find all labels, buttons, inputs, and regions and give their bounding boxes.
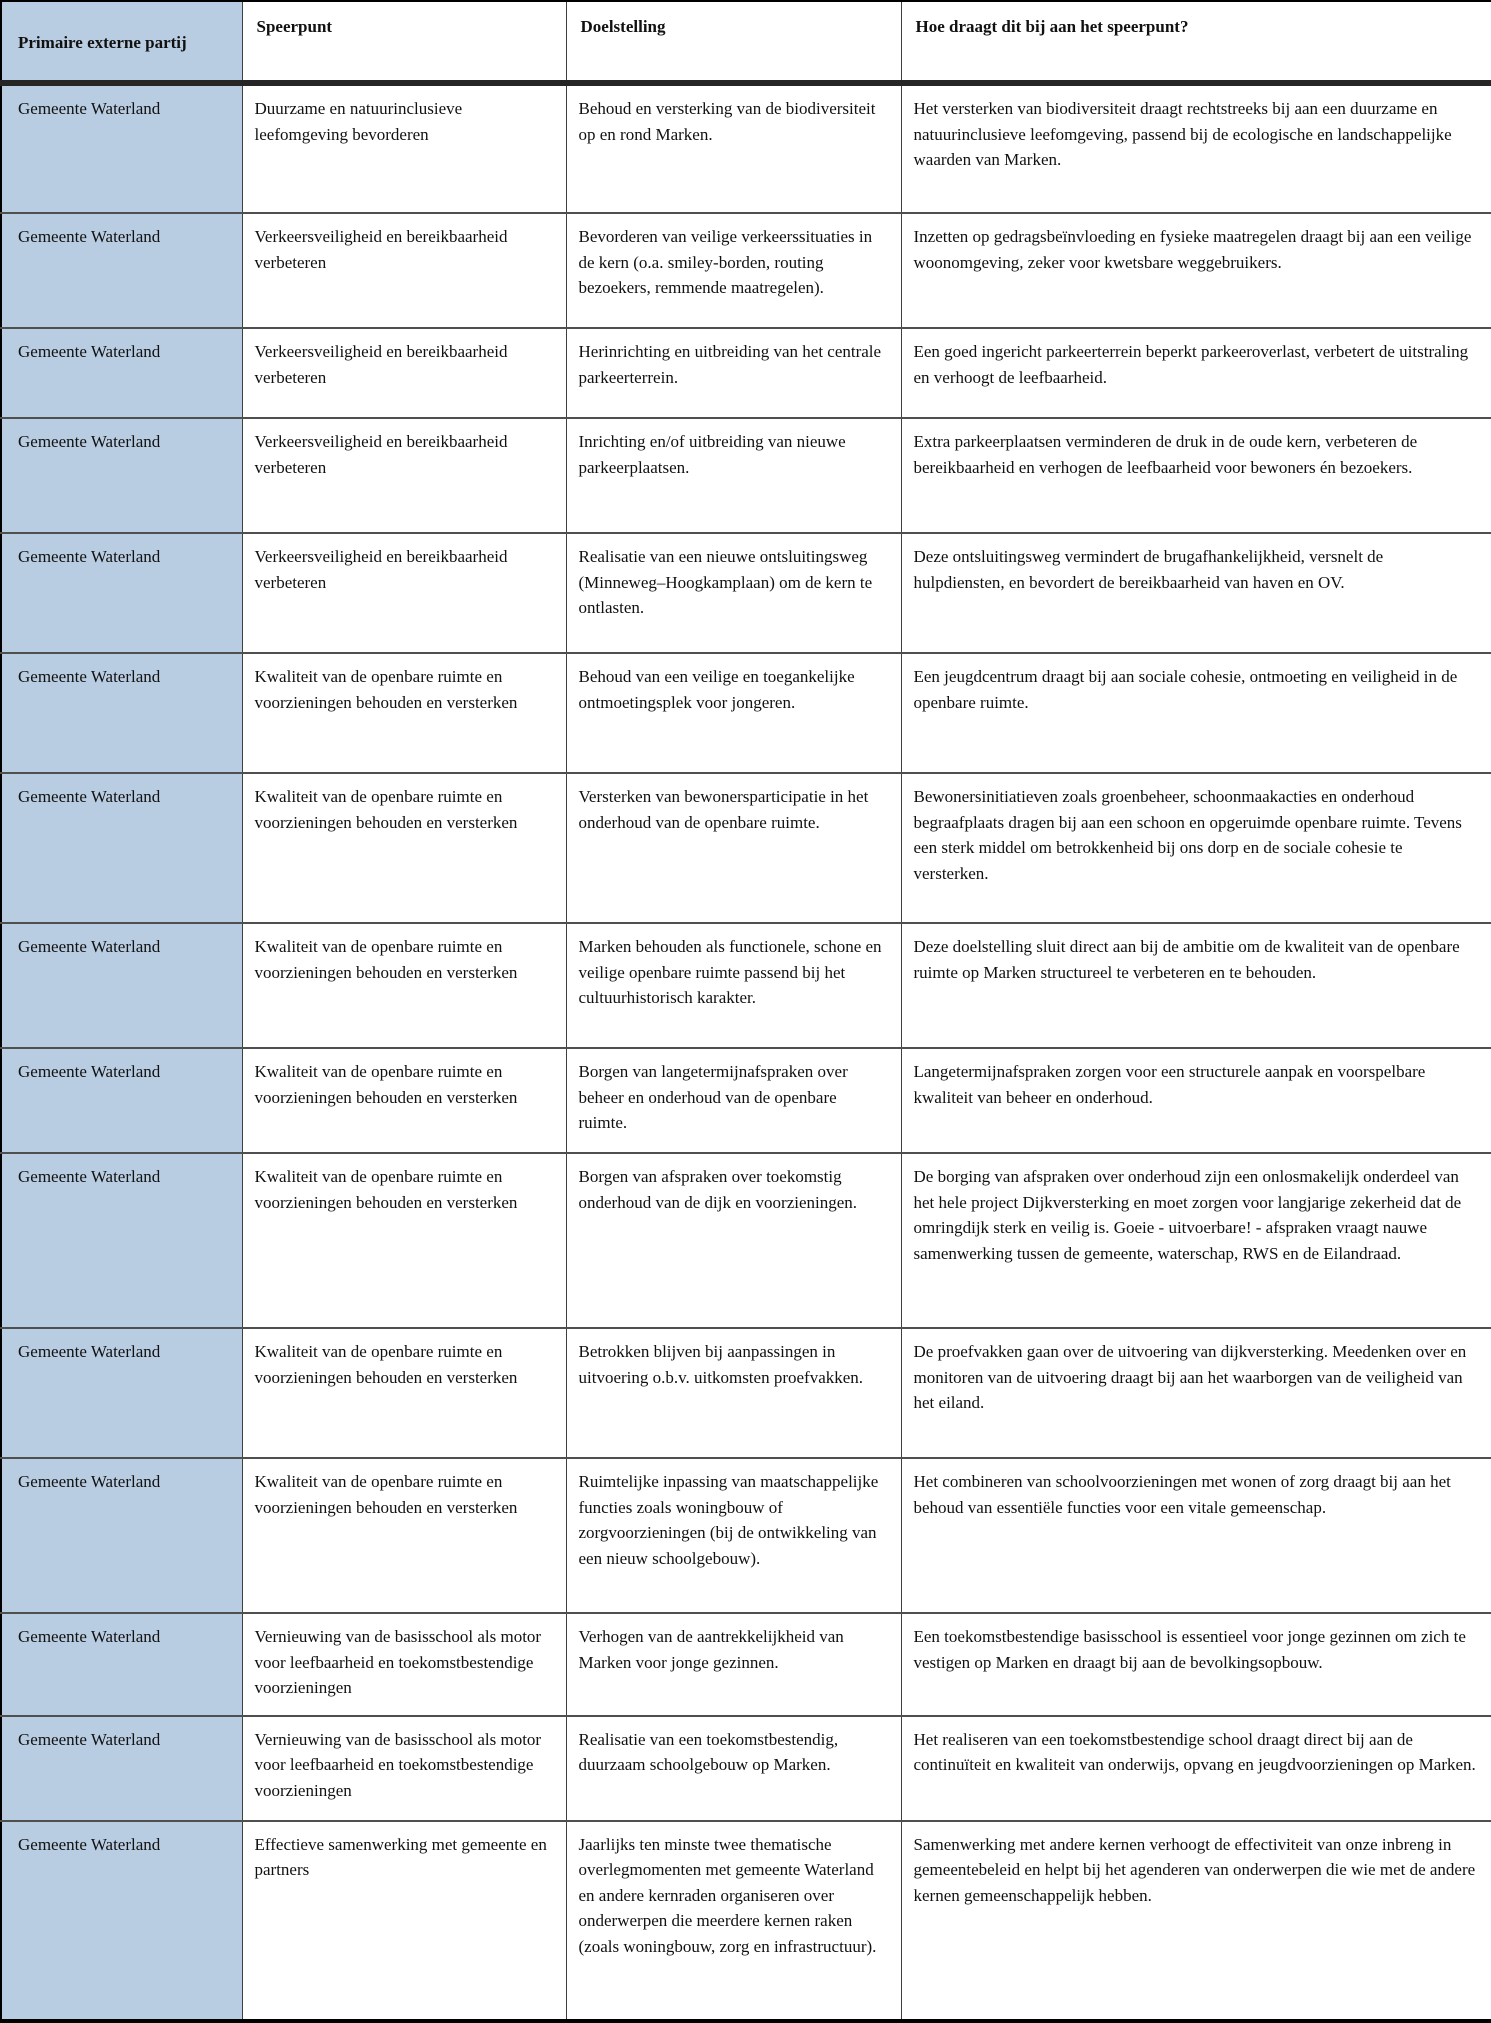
cell-bijdrage: Een jeugdcentrum draagt bij aan sociale cohesie, ontmoeting en veiligheid in de openbare ruimte. — [901, 653, 1491, 773]
cell-bijdrage: Extra parkeerplaatsen verminderen de druk in de oude kern, verbeteren de bereikbaarheid en verhogen de leefbaarheid voor bewoners én bezoekers. — [901, 418, 1491, 533]
table-row — [1, 213, 1491, 328]
cell-bijdrage: Deze doelstelling sluit direct aan bij de ambitie om de kwaliteit van de openbare ruimte op Marken structureel te verbeteren en te behouden. — [901, 923, 1491, 1048]
cell-speerpunt: Kwaliteit van de openbare ruimte en voorzieningen behouden en versterken — [242, 1458, 566, 1613]
cell-speerpunt: Vernieuwing van de basisschool als motor voor leefbaarheid en toekomstbestendige voorzieningen — [242, 1716, 566, 1821]
cell-doelstelling: Ruimtelijke inpassing van maatschappelijke functies zoals woningbouw of zorgvoorzieningen (bij de ontwikkeling van een nieuw schoolgebouw). — [566, 1458, 901, 1613]
cell-primaire-externe-partij: Gemeente Waterland — [1, 923, 242, 1048]
cell-speerpunt: Verkeersveiligheid en bereikbaarheid verbeteren — [242, 533, 566, 653]
table-header-row — [1, 1, 1491, 83]
cell-doelstelling: Herinrichting en uitbreiding van het centrale parkeerterrein. — [566, 328, 901, 418]
cell-primaire-externe-partij: Gemeente Waterland — [1, 1048, 242, 1153]
cell-bijdrage: Het realiseren van een toekomstbestendige school draagt direct bij aan de continuïteit en kwaliteit van onderwijs, opvang en jeugdvoorzieningen op Marken. — [901, 1716, 1491, 1821]
cell-primaire-externe-partij: Gemeente Waterland — [1, 213, 242, 328]
table-row — [1, 1716, 1491, 1821]
cell-doelstelling: Borgen van afspraken over toekomstig onderhoud van de dijk en voorzieningen. — [566, 1153, 901, 1328]
table-row — [1, 1458, 1491, 1613]
cell-speerpunt: Duurzame en natuurinclusieve leefomgeving bevorderen — [242, 83, 566, 213]
table-row — [1, 83, 1491, 213]
cell-bijdrage: Samenwerking met andere kernen verhoogt de effectiviteit van onze inbreng in gemeentebeleid en helpt bij het agenderen van onderwerpen die wie met de andere kernen gemeenschappelijk hebben. — [901, 1821, 1491, 2021]
cell-doelstelling: Inrichting en/of uitbreiding van nieuwe parkeerplaatsen. — [566, 418, 901, 533]
table-row — [1, 773, 1491, 923]
table-body — [1, 83, 1491, 2021]
table-row — [1, 328, 1491, 418]
table-row — [1, 1613, 1491, 1716]
cell-bijdrage: Een toekomstbestendige basisschool is essentieel voor jonge gezinnen om zich te vestigen op Marken en draagt bij aan de bevolkingsopbouw. — [901, 1613, 1491, 1716]
cell-speerpunt: Effectieve samenwerking met gemeente en partners — [242, 1821, 566, 2021]
cell-speerpunt: Verkeersveiligheid en bereikbaarheid verbeteren — [242, 328, 566, 418]
cell-doelstelling: Betrokken blijven bij aanpassingen in uitvoering o.b.v. uitkomsten proefvakken. — [566, 1328, 901, 1458]
cell-bijdrage: Het versterken van biodiversiteit draagt rechtstreeks bij aan een duurzame en natuurinclusieve leefomgeving, passend bij de ecologische en landschappelijke waarden van Marken. — [901, 83, 1491, 213]
cell-primaire-externe-partij: Gemeente Waterland — [1, 1613, 242, 1716]
cell-speerpunt: Kwaliteit van de openbare ruimte en voorzieningen behouden en versterken — [242, 1328, 566, 1458]
cell-primaire-externe-partij: Gemeente Waterland — [1, 653, 242, 773]
cell-speerpunt: Kwaliteit van de openbare ruimte en voorzieningen behouden en versterken — [242, 1048, 566, 1153]
cell-speerpunt: Verkeersveiligheid en bereikbaarheid verbeteren — [242, 213, 566, 328]
table-row — [1, 533, 1491, 653]
cell-bijdrage: Bewonersinitiatieven zoals groenbeheer, schoonmaakacties en onderhoud begraafplaats dragen bij aan een schoon en opgeruimde openbare ruimte. Tevens een sterk middel om betrokkenheid bij ons dorp en de sociale cohesie te versterken. — [901, 773, 1491, 923]
cell-doelstelling: Jaarlijks ten minste twee thematische overlegmomenten met gemeente Waterland en andere kernraden organiseren over onderwerpen die meerdere kernen raken (zoals woningbouw, zorg en infrastructuur). — [566, 1821, 901, 2021]
cell-doelstelling: Realisatie van een toekomstbestendig, duurzaam schoolgebouw op Marken. — [566, 1716, 901, 1821]
table-row — [1, 418, 1491, 533]
cell-doelstelling: Realisatie van een nieuwe ontsluitingsweg (Minneweg–Hoogkamplaan) om de kern te ontlasten. — [566, 533, 901, 653]
cell-bijdrage: Langetermijnafspraken zorgen voor een structurele aanpak en voorspelbare kwaliteit van beheer en onderhoud. — [901, 1048, 1491, 1153]
table-row — [1, 1821, 1491, 2021]
table-row — [1, 1048, 1491, 1153]
cell-doelstelling: Versterken van bewonersparticipatie in het onderhoud van de openbare ruimte. — [566, 773, 901, 923]
cell-primaire-externe-partij: Gemeente Waterland — [1, 1716, 242, 1821]
cell-speerpunt: Verkeersveiligheid en bereikbaarheid verbeteren — [242, 418, 566, 533]
cell-doelstelling: Verhogen van de aantrekkelijkheid van Marken voor jonge gezinnen. — [566, 1613, 901, 1716]
cell-speerpunt: Vernieuwing van de basisschool als motor voor leefbaarheid en toekomstbestendige voorzieningen — [242, 1613, 566, 1716]
column-header-bijdrage: Hoe draagt dit bij aan het speerpunt? — [901, 1, 1491, 83]
cell-bijdrage: Inzetten op gedragsbeïnvloeding en fysieke maatregelen draagt bij aan een veilige woonomgeving, zeker voor kwetsbare weggebruikers. — [901, 213, 1491, 328]
table-row — [1, 923, 1491, 1048]
cell-primaire-externe-partij: Gemeente Waterland — [1, 1458, 242, 1613]
cell-doelstelling: Behoud van een veilige en toegankelijke ontmoetingsplek voor jongeren. — [566, 653, 901, 773]
cell-primaire-externe-partij: Gemeente Waterland — [1, 328, 242, 418]
cell-speerpunt: Kwaliteit van de openbare ruimte en voorzieningen behouden en versterken — [242, 653, 566, 773]
column-header-speerpunt: Speerpunt — [242, 1, 566, 83]
cell-speerpunt: Kwaliteit van de openbare ruimte en voorzieningen behouden en versterken — [242, 923, 566, 1048]
cell-bijdrage: Een goed ingericht parkeerterrein beperkt parkeeroverlast, verbetert de uitstraling en verhoogt de leefbaarheid. — [901, 328, 1491, 418]
table-row — [1, 653, 1491, 773]
cell-primaire-externe-partij: Gemeente Waterland — [1, 773, 242, 923]
cell-speerpunt: Kwaliteit van de openbare ruimte en voorzieningen behouden en versterken — [242, 773, 566, 923]
cell-doelstelling: Bevorderen van veilige verkeerssituaties in de kern (o.a. smiley-borden, routing bezoekers, remmende maatregelen). — [566, 213, 901, 328]
column-header-primaire-externe-partij: Primaire externe partij — [1, 1, 242, 83]
cell-primaire-externe-partij: Gemeente Waterland — [1, 418, 242, 533]
cell-primaire-externe-partij: Gemeente Waterland — [1, 1153, 242, 1328]
cell-doelstelling: Borgen van langetermijnafspraken over beheer en onderhoud van de openbare ruimte. — [566, 1048, 901, 1153]
cell-primaire-externe-partij: Gemeente Waterland — [1, 533, 242, 653]
table-row — [1, 1153, 1491, 1328]
cell-speerpunt: Kwaliteit van de openbare ruimte en voorzieningen behouden en versterken — [242, 1153, 566, 1328]
cell-doelstelling: Marken behouden als functionele, schone en veilige openbare ruimte passend bij het cultuurhistorisch karakter. — [566, 923, 901, 1048]
cell-bijdrage: Het combineren van schoolvoorzieningen met wonen of zorg draagt bij aan het behoud van essentiële functies voor een vitale gemeenschap. — [901, 1458, 1491, 1613]
cell-primaire-externe-partij: Gemeente Waterland — [1, 1821, 242, 2021]
table-row — [1, 1328, 1491, 1458]
column-header-doelstelling: Doelstelling — [566, 1, 901, 83]
cell-bijdrage: De borging van afspraken over onderhoud zijn een onlosmakelijk onderdeel van het hele project Dijkversterking en moet zorgen voor langjarige zekerheid dat de omringdijk sterk en veilig is. Goeie - uitvoerbare! - afspraken vraagt nauwe samenwerking tussen de gemeente, waterschap, RWS en de Eilandraad. — [901, 1153, 1491, 1328]
cell-doelstelling: Behoud en versterking van de biodiversiteit op en rond Marken. — [566, 83, 901, 213]
cell-primaire-externe-partij: Gemeente Waterland — [1, 1328, 242, 1458]
cell-bijdrage: De proefvakken gaan over de uitvoering van dijkversterking. Meedenken over en monitoren van de uitvoering draagt bij aan het waarborgen van de veiligheid van het eiland. — [901, 1328, 1491, 1458]
cell-bijdrage: Deze ontsluitingsweg vermindert de brugafhankelijkheid, versnelt de hulpdiensten, en bevordert de bereikbaarheid van haven en OV. — [901, 533, 1491, 653]
cell-primaire-externe-partij: Gemeente Waterland — [1, 83, 242, 213]
